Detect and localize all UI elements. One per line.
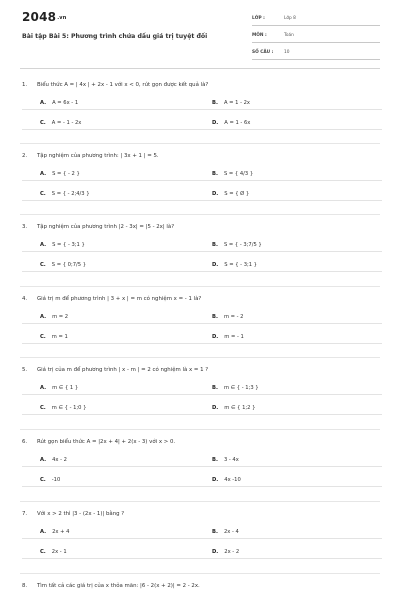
option-text: 4x - 2 bbox=[52, 457, 67, 463]
option-text: m = - 1 bbox=[224, 334, 244, 340]
meta-label: SỐ CÂU : bbox=[252, 50, 274, 55]
option-text: m ∈ { - 1;0 } bbox=[51, 405, 87, 411]
option-row bbox=[22, 385, 382, 395]
option-text: m = 1 bbox=[51, 334, 68, 340]
option-c[interactable] bbox=[40, 549, 67, 555]
option-row bbox=[22, 100, 382, 110]
option-b[interactable] bbox=[212, 100, 250, 106]
option-text: m ∈ { 1;2 } bbox=[224, 405, 256, 411]
meta-row-count bbox=[252, 48, 380, 60]
option-text: S = { 4/3 } bbox=[223, 171, 254, 177]
option-c[interactable] bbox=[40, 120, 81, 126]
option-d[interactable] bbox=[212, 549, 239, 555]
question-text: Biểu thức A = | 4x | + 2x - 1 với x < 0, rút gọn được kết quả là? bbox=[37, 82, 209, 88]
option-letter: B. bbox=[212, 171, 218, 177]
question-divider bbox=[20, 573, 380, 574]
option-letter: D. bbox=[212, 334, 219, 340]
option-a[interactable] bbox=[40, 385, 78, 391]
question-text: Tập nghiệm của phương trình |2 - 3x| = |5 - 2x| là? bbox=[37, 224, 175, 230]
option-row bbox=[22, 334, 382, 344]
option-letter: B. bbox=[212, 457, 218, 463]
question-divider bbox=[20, 357, 380, 358]
question-divider bbox=[20, 286, 380, 287]
option-row bbox=[22, 529, 382, 539]
question-text-row bbox=[22, 367, 382, 377]
option-letter: A. bbox=[40, 529, 47, 535]
question-item bbox=[22, 296, 382, 344]
option-text: m = - 2 bbox=[223, 314, 244, 320]
option-text: 3 - 4x bbox=[223, 457, 239, 463]
question-item bbox=[22, 367, 382, 415]
option-letter: C. bbox=[40, 334, 46, 340]
option-letter: D. bbox=[212, 262, 219, 268]
option-text: S = { Ø } bbox=[224, 191, 250, 197]
option-c[interactable] bbox=[40, 262, 86, 268]
option-text: S = { - 3;1 } bbox=[224, 262, 257, 268]
option-letter: D. bbox=[212, 477, 219, 483]
question-text-row bbox=[22, 439, 382, 449]
option-text: m ∈ { - 1;3 } bbox=[223, 385, 259, 391]
question-text-row bbox=[22, 583, 382, 593]
option-letter: B. bbox=[212, 242, 218, 248]
option-row bbox=[22, 191, 382, 201]
question-item bbox=[22, 583, 382, 593]
option-letter: B. bbox=[212, 385, 218, 391]
question-divider bbox=[20, 501, 380, 502]
option-letter: D. bbox=[212, 191, 219, 197]
meta-value: Lớp 8 bbox=[284, 16, 296, 21]
option-text: m ∈ { 1 } bbox=[52, 385, 79, 391]
question-item bbox=[22, 224, 382, 272]
worksheet-meta bbox=[252, 14, 380, 65]
question-number: 4. bbox=[22, 296, 28, 302]
option-text: 4x -10 bbox=[224, 477, 241, 483]
question-number: 7. bbox=[22, 511, 28, 517]
option-row bbox=[22, 242, 382, 252]
meta-row-class bbox=[252, 14, 380, 26]
option-row bbox=[22, 549, 382, 559]
option-d[interactable] bbox=[212, 477, 241, 483]
question-item bbox=[22, 439, 382, 487]
option-a[interactable] bbox=[40, 314, 68, 320]
option-text: S = { 0;7/5 } bbox=[51, 262, 87, 268]
option-letter: D. bbox=[212, 405, 219, 411]
question-item bbox=[22, 511, 382, 559]
option-letter: D. bbox=[212, 549, 219, 555]
option-row bbox=[22, 405, 382, 415]
option-b[interactable] bbox=[212, 529, 239, 535]
option-row bbox=[22, 314, 382, 324]
option-letter: C. bbox=[40, 120, 46, 126]
option-a[interactable] bbox=[40, 529, 69, 535]
question-divider bbox=[20, 143, 380, 144]
worksheet-title: Bài tập Bài 5: Phương trình chứa dấu giá trị tuyệt đối bbox=[22, 33, 208, 40]
option-d[interactable] bbox=[212, 334, 244, 340]
option-text: S = { - 3;7/5 } bbox=[223, 242, 262, 248]
logo-text: 2048 bbox=[22, 10, 57, 24]
option-c[interactable] bbox=[40, 191, 90, 197]
question-text-row bbox=[22, 296, 382, 306]
question-text-row bbox=[22, 224, 382, 234]
question-text: Tập nghiệm của phương trình: | 3x + 1 | = 5. bbox=[37, 153, 159, 159]
question-text: Với x > 2 thì |3 - (2x - 1)| bằng ? bbox=[37, 511, 125, 517]
question-number: 1. bbox=[22, 82, 28, 88]
question-number: 6. bbox=[22, 439, 28, 445]
option-c[interactable] bbox=[40, 477, 60, 483]
question-item bbox=[22, 82, 382, 130]
question-text-row bbox=[22, 511, 382, 521]
question-item bbox=[22, 153, 382, 201]
option-row bbox=[22, 457, 382, 467]
question-number: 8. bbox=[22, 583, 28, 589]
option-letter: C. bbox=[40, 262, 46, 268]
meta-value: Toán bbox=[284, 33, 294, 38]
question-text: Rút gọn biểu thức A = |2x + 4| + 2(x - 3) với x > 0. bbox=[37, 439, 176, 445]
question-text: Giá trị của m để phương trình | x - m | = 2 có nghiệm là x = 1 ? bbox=[37, 367, 209, 373]
option-text: A = 6x - 1 bbox=[52, 100, 79, 106]
question-text: Giá trị m để phương trình | 3 + x | = m có nghiệm x = - 1 là? bbox=[37, 296, 202, 302]
option-text: 2x - 2 bbox=[224, 549, 240, 555]
option-a[interactable] bbox=[40, 171, 80, 177]
option-row bbox=[22, 171, 382, 181]
option-b[interactable] bbox=[212, 385, 259, 391]
question-number: 3. bbox=[22, 224, 28, 230]
option-text: A = 1 - 2x bbox=[223, 100, 250, 106]
option-d[interactable] bbox=[212, 120, 250, 126]
option-text: m = 2 bbox=[52, 314, 69, 320]
option-a[interactable] bbox=[40, 242, 85, 248]
option-letter: C. bbox=[40, 191, 46, 197]
option-letter: A. bbox=[40, 457, 47, 463]
option-letter: A. bbox=[40, 242, 47, 248]
option-letter: B. bbox=[212, 314, 218, 320]
option-text: A = - 1 - 2x bbox=[51, 120, 82, 126]
header-divider bbox=[20, 68, 380, 69]
option-letter: A. bbox=[40, 171, 47, 177]
option-letter: B. bbox=[212, 100, 218, 106]
question-text-row bbox=[22, 153, 382, 163]
meta-row-subject bbox=[252, 31, 380, 43]
option-letter: C. bbox=[40, 405, 46, 411]
option-d[interactable] bbox=[212, 191, 249, 197]
option-text: 2x - 1 bbox=[51, 549, 67, 555]
option-text: S = { - 2;4/3 } bbox=[51, 191, 90, 197]
question-text: Tìm tất cả các giá trị của x thỏa mãn: |6 - 2(x + 2)| = 2 - 2x. bbox=[37, 583, 200, 589]
meta-label: MÔN : bbox=[252, 33, 267, 38]
option-row bbox=[22, 120, 382, 130]
option-c[interactable] bbox=[40, 405, 86, 411]
site-logo[interactable] bbox=[22, 10, 67, 24]
option-d[interactable] bbox=[212, 262, 257, 268]
option-letter: B. bbox=[212, 529, 218, 535]
option-b[interactable] bbox=[212, 171, 253, 177]
question-number: 5. bbox=[22, 367, 28, 373]
option-a[interactable] bbox=[40, 100, 78, 106]
option-letter: C. bbox=[40, 549, 46, 555]
option-text: S = { - 2 } bbox=[52, 171, 80, 177]
question-divider bbox=[20, 429, 380, 430]
option-text: -10 bbox=[51, 477, 61, 483]
option-letter: A. bbox=[40, 314, 47, 320]
option-letter: A. bbox=[40, 385, 47, 391]
meta-label: LỚP : bbox=[252, 16, 265, 21]
question-number: 2. bbox=[22, 153, 28, 159]
option-c[interactable] bbox=[40, 334, 68, 340]
logo-suffix: .vn bbox=[57, 15, 67, 21]
option-b[interactable] bbox=[212, 242, 262, 248]
option-row bbox=[22, 477, 382, 487]
question-divider bbox=[20, 214, 380, 215]
option-text: S = { - 3;1 } bbox=[52, 242, 85, 248]
option-text: 2x - 4 bbox=[223, 529, 239, 535]
option-letter: A. bbox=[40, 100, 47, 106]
option-letter: C. bbox=[40, 477, 46, 483]
question-text-row bbox=[22, 82, 382, 92]
option-text: A = 1 - 6x bbox=[224, 120, 251, 126]
option-text: 2x + 4 bbox=[52, 529, 70, 535]
option-b[interactable] bbox=[212, 457, 239, 463]
option-row bbox=[22, 262, 382, 272]
option-d[interactable] bbox=[212, 405, 255, 411]
option-b[interactable] bbox=[212, 314, 243, 320]
option-letter: D. bbox=[212, 120, 219, 126]
option-a[interactable] bbox=[40, 457, 67, 463]
meta-value: 10 bbox=[284, 50, 290, 55]
